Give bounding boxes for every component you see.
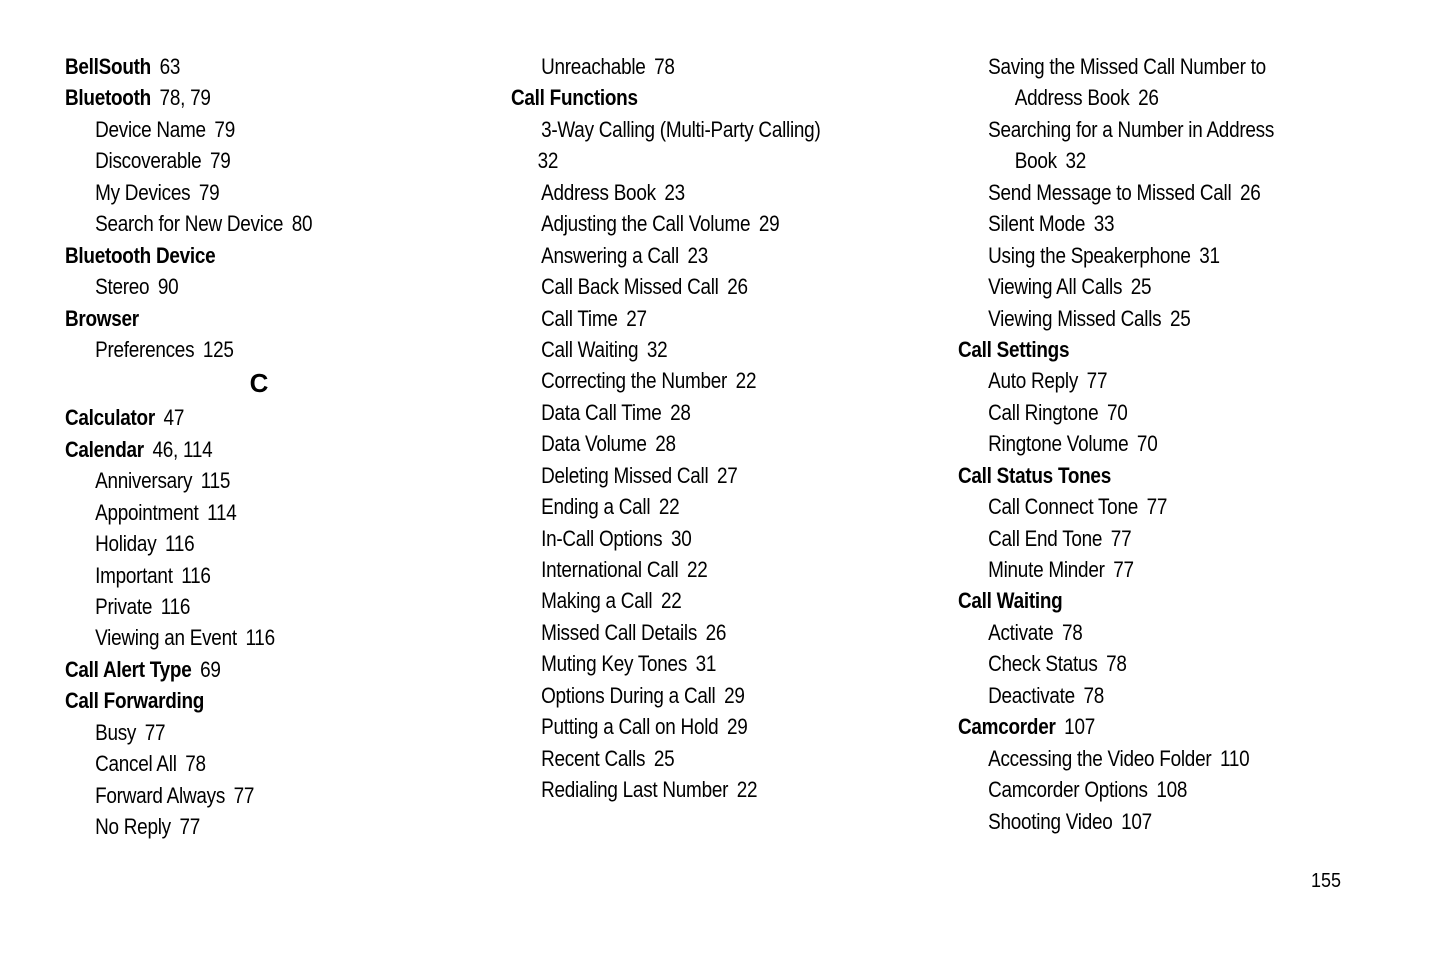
index-page-refs: 78, 79 xyxy=(159,85,211,111)
index-term: Auto Reply xyxy=(988,368,1079,394)
index-sub-entry xyxy=(65,622,426,653)
index-sub-entry xyxy=(65,591,426,622)
index-term: Saving the Missed Call Number to xyxy=(988,54,1266,79)
index-term: Call Alert Type xyxy=(65,656,192,682)
index-page-refs: 28 xyxy=(670,399,691,425)
index-term: Call Time xyxy=(541,305,618,331)
index-sub-entry xyxy=(511,711,881,742)
index-sub-entry xyxy=(958,523,1336,554)
index-sub-entry xyxy=(511,51,881,82)
index-term: International Call xyxy=(541,557,679,582)
index-sub-entry xyxy=(958,271,1336,302)
index-term: Adjusting the Call Volume xyxy=(541,211,751,237)
page-number: 155 xyxy=(1311,870,1342,892)
index-page-refs: 79 xyxy=(214,116,235,142)
index-term: Minute Minder xyxy=(988,557,1105,582)
index-page-refs: 90 xyxy=(157,274,179,300)
index-page-refs: 77 xyxy=(1146,494,1168,520)
index-sub-entry xyxy=(511,365,881,396)
index-page-refs: 25 xyxy=(1130,274,1152,300)
index-page-refs: 22 xyxy=(736,777,758,803)
index-page-refs: 116 xyxy=(160,594,191,619)
index-term: Preferences xyxy=(95,336,195,362)
index-term: Call Waiting xyxy=(958,588,1063,614)
index-sub-entry xyxy=(511,617,881,648)
index-page-refs: 32 xyxy=(646,336,668,362)
index-sub-entry xyxy=(511,303,881,334)
index-term: Forward Always xyxy=(95,782,226,808)
index-term: Call Waiting xyxy=(541,336,639,362)
index-term: Call Status Tones xyxy=(958,462,1111,488)
index-sub-entry xyxy=(65,334,426,365)
index-sub-entry xyxy=(958,680,1336,711)
index-sub-entry xyxy=(511,177,881,208)
index-term: Call Back Missed Call xyxy=(541,274,719,300)
index-entry-continuation xyxy=(958,82,1336,113)
index-term: Correcting the Number xyxy=(541,368,728,394)
index-page-refs: 27 xyxy=(716,462,738,488)
index-page-refs: 80 xyxy=(291,211,313,237)
index-term: Device Name xyxy=(95,116,206,142)
index-sub-entry xyxy=(511,743,881,774)
index-page-refs: 78 xyxy=(1106,651,1127,677)
index-term: Options During a Call xyxy=(541,682,716,708)
index-sub-entry xyxy=(958,743,1336,774)
index-page-refs: 33 xyxy=(1093,211,1115,237)
index-term: Silent Mode xyxy=(988,211,1086,237)
index-page-refs: 23 xyxy=(687,242,709,268)
index-term: Redialing Last Number xyxy=(541,777,729,803)
index-sub-entry xyxy=(958,177,1336,208)
index-term: 3-Way Calling (Multi-Party Calling) xyxy=(541,116,821,142)
index-main-entry xyxy=(958,460,1336,491)
index-page-refs: 28 xyxy=(655,431,676,457)
index-column-3 xyxy=(958,51,1398,837)
index-page-refs: 77 xyxy=(1110,525,1132,551)
index-sub-entry xyxy=(511,397,881,428)
index-page-refs: 78 xyxy=(185,751,206,777)
index-page-refs: 107 xyxy=(1121,808,1152,834)
index-page-refs: 70 xyxy=(1106,399,1128,425)
index-term: Call End Tone xyxy=(988,525,1103,551)
index-sub-entry xyxy=(65,748,426,779)
index-sub-entry xyxy=(958,554,1336,585)
index-main-entry xyxy=(958,711,1336,742)
index-page-refs: 125 xyxy=(202,336,234,362)
index-page-refs: 22 xyxy=(687,557,708,582)
index-page-refs: 32 xyxy=(537,148,559,174)
index-page-refs: 114 xyxy=(207,499,237,525)
index-page-refs: 25 xyxy=(1169,305,1191,331)
index-term: Discoverable xyxy=(95,148,202,174)
index-term: Data Call Time xyxy=(541,399,662,425)
index-page-refs: 77 xyxy=(179,814,200,840)
index-sub-entry xyxy=(511,648,881,679)
index-term: Call Ringtone xyxy=(988,399,1099,425)
index-sub-entry xyxy=(958,397,1336,428)
index-sub-entry xyxy=(511,523,881,554)
index-term: Data Volume xyxy=(541,431,647,457)
index-sub-entry xyxy=(65,717,426,748)
index-main-entry xyxy=(65,82,426,113)
index-sub-entry xyxy=(958,51,1336,82)
index-term: Stereo xyxy=(95,274,150,300)
index-sub-entry xyxy=(958,806,1336,837)
index-entry-continuation xyxy=(511,145,881,176)
index-sub-entry xyxy=(958,648,1336,679)
index-term: Holiday xyxy=(95,531,157,557)
index-term: Missed Call Details xyxy=(541,619,698,645)
index-sub-entry xyxy=(65,497,426,528)
index-term: Call Forwarding xyxy=(65,688,205,714)
index-main-entry xyxy=(511,82,881,113)
index-sub-entry xyxy=(511,114,881,145)
index-main-entry xyxy=(65,434,426,465)
index-page-refs: 70 xyxy=(1136,431,1158,457)
index-page-refs: 26 xyxy=(1138,85,1159,111)
index-term: Making a Call xyxy=(541,588,653,614)
index-term: No Reply xyxy=(95,814,171,840)
index-term: Viewing All Calls xyxy=(988,274,1123,300)
index-sub-entry xyxy=(511,491,881,522)
index-page-refs: 47 xyxy=(163,405,185,431)
index-term: Check Status xyxy=(988,651,1098,677)
index-sub-entry xyxy=(958,491,1336,522)
index-sub-entry xyxy=(958,617,1336,648)
index-sub-entry xyxy=(958,774,1336,805)
index-page-refs: 25 xyxy=(653,745,675,771)
index-term: Anniversary xyxy=(95,468,193,494)
index-term: In-Call Options xyxy=(541,525,663,551)
index-main-entry xyxy=(65,51,426,82)
index-page-refs: 29 xyxy=(727,714,748,740)
index-sub-entry xyxy=(958,303,1336,334)
index-term: Address Book xyxy=(541,179,656,205)
index-main-entry xyxy=(958,585,1336,616)
index-sub-entry xyxy=(511,428,881,459)
index-term: Ending a Call xyxy=(541,494,651,520)
index-sub-entry xyxy=(511,554,881,585)
index-page-refs: 26 xyxy=(727,274,748,300)
index-column-1 xyxy=(65,51,485,843)
index-term: Searching for a Number in Address xyxy=(988,116,1275,142)
index-page-refs: 79 xyxy=(198,179,220,205)
index-sub-entry xyxy=(65,208,426,239)
index-page-refs: 77 xyxy=(1086,368,1108,394)
index-page-refs: 26 xyxy=(1240,179,1261,205)
index-main-entry xyxy=(65,685,426,716)
index-page-refs: 30 xyxy=(670,525,692,551)
index-term: Ringtone Volume xyxy=(988,431,1129,457)
index-page-refs: 22 xyxy=(658,494,680,520)
index-term: Busy xyxy=(95,719,137,745)
index-page-refs: 29 xyxy=(758,211,780,237)
index-page-refs: 77 xyxy=(144,719,166,745)
index-sub-entry xyxy=(65,780,426,811)
index-page-refs: 23 xyxy=(664,179,685,205)
index-term: Important xyxy=(95,562,173,588)
index-term: Camcorder Options xyxy=(988,777,1148,803)
index-sub-entry xyxy=(65,114,426,145)
index-term: Deactivate xyxy=(988,682,1075,708)
index-page-refs: 31 xyxy=(695,651,717,677)
index-main-entry xyxy=(65,240,426,271)
index-page-refs: 29 xyxy=(724,682,745,708)
index-sub-entry xyxy=(511,334,881,365)
index-entry-continuation xyxy=(958,145,1336,176)
index-page-refs: 107 xyxy=(1064,714,1095,740)
index-page-refs: 77 xyxy=(233,782,255,808)
index-term: Using the Speakerphone xyxy=(988,242,1191,268)
index-page-refs: 22 xyxy=(660,588,682,614)
index-term: Call Settings xyxy=(958,336,1070,362)
index-page-refs: 115 xyxy=(200,468,231,494)
index-sub-entry xyxy=(511,208,881,239)
index-term: Bluetooth Device xyxy=(65,242,216,268)
index-term: Deleting Missed Call xyxy=(541,462,709,488)
index-term: Book xyxy=(1014,148,1057,174)
index-term: Calculator xyxy=(65,405,155,431)
index-main-entry xyxy=(65,654,426,685)
index-page-refs: 27 xyxy=(626,305,647,331)
index-sub-entry xyxy=(65,177,426,208)
index-main-entry xyxy=(65,402,426,433)
index-sub-entry xyxy=(958,114,1336,145)
index-term: Viewing Missed Calls xyxy=(988,305,1162,331)
index-term: BellSouth xyxy=(65,54,151,79)
index-term: Address Book xyxy=(1014,85,1130,111)
index-main-entry xyxy=(65,303,426,334)
index-term: Bluetooth xyxy=(65,85,151,111)
index-term: Cancel All xyxy=(95,751,177,777)
index-term: Accessing the Video Folder xyxy=(988,745,1212,771)
index-page-refs: 26 xyxy=(705,619,727,645)
index-page-refs: 78 xyxy=(1083,682,1105,708)
index-sub-entry xyxy=(958,365,1336,396)
index-sub-entry xyxy=(511,774,881,805)
section-letter-heading: C xyxy=(249,368,269,399)
index-column-2 xyxy=(511,51,941,806)
index-term: Search for New Device xyxy=(95,211,284,237)
index-term: Appointment xyxy=(95,499,199,525)
index-sub-entry xyxy=(65,528,426,559)
index-page-refs: 78 xyxy=(1061,619,1083,645)
index-sub-entry xyxy=(511,585,881,616)
index-term: Unreachable xyxy=(541,54,646,79)
index-page-refs: 116 xyxy=(245,625,275,651)
index-term: Putting a Call on Hold xyxy=(541,714,719,740)
index-term: Shooting Video xyxy=(988,808,1113,834)
index-page-refs: 46, 114 xyxy=(152,436,213,462)
index-term: Call Functions xyxy=(511,85,638,111)
index-page-refs: 22 xyxy=(735,368,757,394)
index-page-refs: 78 xyxy=(654,54,675,79)
index-page-refs: 116 xyxy=(165,531,195,557)
index-term: Activate xyxy=(988,619,1054,645)
index-sub-entry xyxy=(958,208,1336,239)
index-sub-entry xyxy=(511,680,881,711)
index-sub-entry xyxy=(958,428,1336,459)
index-page-refs: 77 xyxy=(1113,557,1134,582)
index-term: Viewing an Event xyxy=(95,625,237,651)
index-sub-entry xyxy=(65,145,426,176)
index-sub-entry xyxy=(65,271,426,302)
index-term: Send Message to Missed Call xyxy=(988,179,1232,205)
index-sub-entry xyxy=(511,240,881,271)
index-sub-entry xyxy=(65,465,426,496)
index-main-entry xyxy=(958,334,1336,365)
index-sub-entry xyxy=(65,560,426,591)
index-term: Call Connect Tone xyxy=(988,494,1138,520)
index-page-refs: 63 xyxy=(159,54,181,79)
index-sub-entry xyxy=(511,271,881,302)
index-page-refs: 116 xyxy=(181,562,211,588)
index-term: Answering a Call xyxy=(541,242,679,268)
index-sub-entry xyxy=(958,240,1336,271)
index-term: My Devices xyxy=(95,179,191,205)
index-term: Calendar xyxy=(65,436,144,462)
index-term: Private xyxy=(95,594,153,619)
index-term: Recent Calls xyxy=(541,745,646,771)
index-page-refs: 31 xyxy=(1199,242,1220,268)
index-term: Camcorder xyxy=(958,714,1056,740)
index-term: Muting Key Tones xyxy=(541,651,688,677)
index-term: Browser xyxy=(65,305,139,331)
index-page-refs: 32 xyxy=(1065,148,1086,174)
index-sub-entry xyxy=(511,460,881,491)
index-page-refs: 79 xyxy=(209,148,231,174)
index-page-refs: 108 xyxy=(1156,777,1188,803)
index-sub-entry xyxy=(65,811,426,842)
index-page-refs: 110 xyxy=(1219,745,1250,771)
index-page-refs: 69 xyxy=(200,656,221,682)
